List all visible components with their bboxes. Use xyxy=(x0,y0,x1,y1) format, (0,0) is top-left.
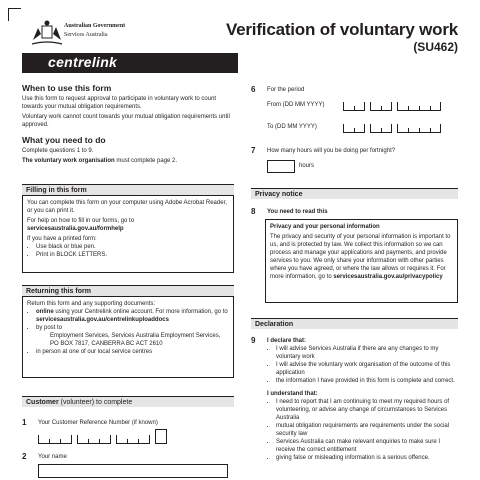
privacy-box xyxy=(265,219,458,303)
when-section xyxy=(22,83,234,165)
customer-heading-bold: Customer xyxy=(26,399,59,406)
to-year[interactable] xyxy=(397,124,441,133)
q1-number: 1 xyxy=(22,418,27,427)
form-code: (SU462) xyxy=(413,40,458,54)
q8-number: 8 xyxy=(251,207,256,216)
q9-number: 9 xyxy=(251,336,256,345)
returning-box xyxy=(22,296,234,378)
to-label: To (DD MM YYYY) xyxy=(267,124,317,130)
hours-field[interactable] xyxy=(267,160,295,173)
filling-box xyxy=(22,195,234,273)
declare-item: • the information I have provided in this form is complete and correct. xyxy=(276,377,458,385)
from-month[interactable] xyxy=(370,102,392,111)
returning-online-bold: online xyxy=(36,309,54,315)
need-heading: What you need to do xyxy=(22,135,106,145)
understand-list xyxy=(267,398,458,462)
privacy-box-title: Privacy and your personal information xyxy=(270,224,380,230)
need-org-rest: must complete page 2. xyxy=(114,158,178,164)
returning-in-person: • in person at one of our local service centres xyxy=(36,348,229,356)
filling-p2: For help on how to fill in our forms, go to xyxy=(27,218,135,224)
gov-line1: Australian Government xyxy=(64,23,126,29)
hours-label: hours xyxy=(299,163,315,169)
returning-online-link[interactable]: servicesaustralia.gov.au/centrelinkuploaddocs xyxy=(36,317,169,323)
name-field[interactable] xyxy=(38,464,228,478)
declare-heading: I declare that: xyxy=(267,338,307,344)
returning-bullets xyxy=(27,308,229,356)
gov-line2: Services Australia xyxy=(64,32,108,38)
understand-item: • Services Australia can make relevant enquiries to make sure I receive the correct entitlement xyxy=(276,438,458,454)
page-title: Verification of voluntary work xyxy=(225,20,458,39)
filling-bullet: • Use black or blue pen. xyxy=(36,243,229,251)
privacy-policy-link[interactable]: servicesaustralia.gov.au/privacypolicy xyxy=(333,274,443,280)
q2-label: Your name xyxy=(38,454,67,460)
filling-p3: If you have a printed form: xyxy=(27,236,97,242)
customer-heading xyxy=(22,396,234,407)
q1-label: Your Customer Reference Number (if known) xyxy=(38,420,158,426)
understand-item: • giving false or misleading information is a serious offence. xyxy=(276,454,458,462)
q6-label: For the period xyxy=(267,87,305,93)
understand-item: • I need to report that I am continuing to meet my required hours of volunteering, or advise any change of circumstances to Services Australia xyxy=(276,398,458,422)
filling-bullet: • Print in BLOCK LETTERS. xyxy=(36,251,229,259)
when-heading: When to use this form xyxy=(22,83,112,93)
need-org xyxy=(22,157,234,165)
filling-link[interactable]: servicesaustralia.gov.au/formhelp xyxy=(27,226,124,232)
to-month[interactable] xyxy=(370,124,392,133)
privacy-heading: Privacy notice xyxy=(251,188,458,199)
returning-post-label: by post to xyxy=(36,325,63,331)
filling-bullets xyxy=(27,243,229,259)
need-complete: Complete questions 1 to 9. xyxy=(22,148,94,154)
crn-check-char[interactable] xyxy=(155,429,167,444)
filling-heading: Filling in this form xyxy=(22,184,234,195)
crn-box-3[interactable] xyxy=(116,435,150,444)
returning-online-rest: using your Centrelink online account. For more information, go to xyxy=(53,309,228,315)
from-day[interactable] xyxy=(343,102,365,111)
declaration-heading: Declaration xyxy=(251,318,458,329)
returning-p1: Return this form and any supporting documents: xyxy=(27,301,156,307)
coat-of-arms-icon xyxy=(30,20,64,48)
q6-number: 6 xyxy=(251,85,256,94)
to-day[interactable] xyxy=(343,124,365,133)
government-logo-text xyxy=(64,22,125,40)
brand-bar xyxy=(22,53,238,73)
crn-box-1[interactable] xyxy=(38,435,72,444)
q2-number: 2 xyxy=(22,452,27,461)
when-p2: Voluntary work cannot count towards your mutual obligation requirements until approved. xyxy=(22,114,230,128)
declaration-body xyxy=(267,337,458,462)
declare-item: • I will advise the voluntary work organisation of the outcome of this application xyxy=(276,361,458,377)
declare-list xyxy=(267,345,458,385)
crop-mark xyxy=(8,8,21,21)
understand-heading: I understand that: xyxy=(267,391,318,397)
customer-heading-rest: (volunteer) to complete xyxy=(58,399,133,406)
from-label: From (DD MM YYYY) xyxy=(267,102,325,108)
q7-number: 7 xyxy=(251,146,256,155)
q7-label: How many hours will you be doing per fortnight? xyxy=(267,148,396,154)
returning-heading: Returning this form xyxy=(22,285,234,296)
when-p1: Use this form to request approval to participate in voluntary work to count towards your mutual obligation requirements. xyxy=(22,96,217,110)
q8-label: You need to read this xyxy=(267,209,328,215)
privacy-box-text: The privacy and security of your personal information is important to us, and is protected by law. We collect this information so we can process and manage your applications and payments, and provide services to you. We only share your information with other parties where you have agreed, or where the law allows or requires it. For more information, go to xyxy=(270,234,451,280)
returning-post-addr: Employment Services, Services Australia Employment Services, PO BOX 7817, CANBERRA BC ACT 2610 xyxy=(50,333,221,347)
returning-post xyxy=(36,324,229,348)
understand-item: • mutual obligation requirements are requirements under the social security law xyxy=(276,422,458,438)
returning-online xyxy=(36,308,229,324)
need-org-bold: The voluntary work organisation xyxy=(22,158,115,164)
from-year[interactable] xyxy=(397,102,441,111)
filling-p1: You can complete this form on your computer using Adobe Acrobat Reader, or you can print it. xyxy=(27,200,227,214)
declare-item: • I will advise Services Australia if there are any changes to my voluntary work xyxy=(276,345,458,361)
brand-logo: centrelink xyxy=(48,54,118,70)
crn-box-2[interactable] xyxy=(77,435,111,444)
privacy-box-body xyxy=(270,233,453,281)
